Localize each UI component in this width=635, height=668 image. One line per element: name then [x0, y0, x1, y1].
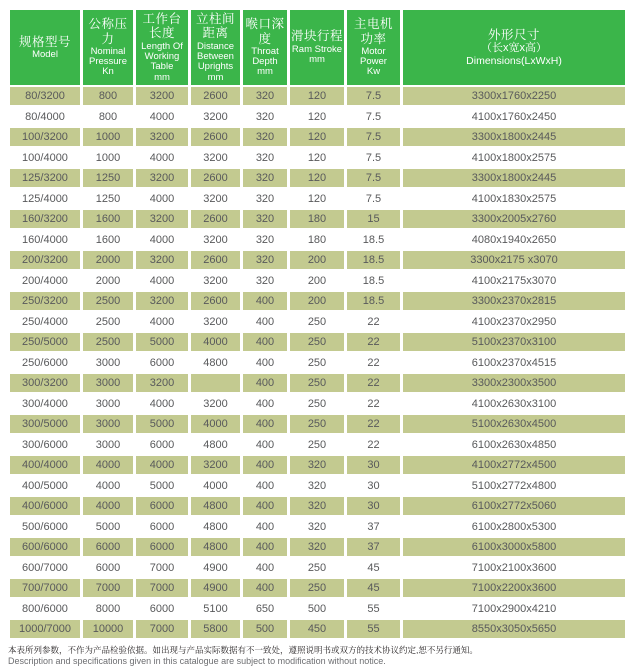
cell: 7100x2200x3600	[403, 579, 625, 598]
col-header-cn: 滑块行程	[291, 29, 344, 44]
spec-table-header	[10, 10, 625, 85]
cell: 1600	[83, 210, 133, 229]
cell: 120	[290, 128, 344, 147]
cell: 320	[290, 456, 344, 475]
col-header-motor-power	[347, 10, 400, 85]
table-row	[10, 456, 625, 475]
table-row	[10, 415, 625, 434]
table-row	[10, 517, 625, 536]
col-header-ram-stroke	[290, 10, 344, 85]
cell: 250	[290, 435, 344, 454]
cell: 300/3200	[10, 374, 80, 393]
cell: 6100x2772x5060	[403, 497, 625, 516]
cell: 4000	[136, 230, 188, 249]
cell: 450	[290, 620, 344, 639]
cell: 4800	[191, 497, 240, 516]
cell: 500/6000	[10, 517, 80, 536]
cell: 400	[243, 415, 287, 434]
col-header-cn: 工作台长度	[142, 12, 182, 41]
col-header-cn2: （长x宽x高）	[481, 42, 547, 55]
col-header-throat-depth	[243, 10, 287, 85]
cell: 3200	[136, 169, 188, 188]
cell: 800	[83, 87, 133, 106]
col-header-en: Motor Power	[360, 45, 387, 68]
cell: 100/4000	[10, 148, 80, 167]
col-header-nominal-pressure	[83, 10, 133, 85]
cell: 4100x2370x2950	[403, 312, 625, 331]
cell: 400	[243, 517, 287, 536]
cell: 650	[243, 599, 287, 618]
cell: 30	[347, 456, 400, 475]
cell: 200	[290, 271, 344, 290]
col-header-dimensions	[403, 10, 625, 85]
cell: 300/5000	[10, 415, 80, 434]
table-row	[10, 620, 625, 639]
col-header-en: Ram Stroke	[291, 43, 343, 55]
col-header-en: Distance Between Uprights	[197, 40, 234, 73]
cell: 250	[290, 394, 344, 413]
col-header-unit: mm	[257, 66, 273, 78]
table-row	[10, 169, 625, 188]
cell: 45	[347, 579, 400, 598]
cell: 22	[347, 353, 400, 372]
cell: 6100x2630x4850	[403, 435, 625, 454]
cell: 4800	[191, 353, 240, 372]
cell: 320	[243, 189, 287, 208]
cell: 400	[243, 579, 287, 598]
col-header-model	[10, 10, 80, 85]
cell: 8550x3050x5650	[403, 620, 625, 639]
cell: 3300x2370x2815	[403, 292, 625, 311]
table-row	[10, 435, 625, 454]
col-header-unit: mm	[207, 71, 224, 83]
table-row	[10, 271, 625, 290]
cell: 4000	[191, 333, 240, 352]
cell: 250	[290, 415, 344, 434]
cell: 7100x2900x4210	[403, 599, 625, 618]
cell: 250/3200	[10, 292, 80, 311]
cell: 120	[290, 189, 344, 208]
cell: 5000	[136, 476, 188, 495]
cell: 500	[290, 599, 344, 618]
cell: 250	[290, 374, 344, 393]
cell: 30	[347, 476, 400, 495]
cell: 6000	[83, 558, 133, 577]
cell: 400	[243, 333, 287, 352]
cell: 320	[243, 128, 287, 147]
cell: 3200	[136, 128, 188, 147]
cell: 120	[290, 87, 344, 106]
cell: 10000	[83, 620, 133, 639]
cell	[191, 374, 240, 393]
cell: 4000	[83, 456, 133, 475]
cell: 45	[347, 558, 400, 577]
cell: 4080x1940x2650	[403, 230, 625, 249]
cell: 15	[347, 210, 400, 229]
cell: 2600	[191, 251, 240, 270]
cell: 320	[243, 251, 287, 270]
cell: 6000	[136, 517, 188, 536]
cell: 2600	[191, 169, 240, 188]
cell: 4000	[191, 476, 240, 495]
cell: 160/3200	[10, 210, 80, 229]
cell: 7100x2100x3600	[403, 558, 625, 577]
footer-note	[8, 645, 628, 667]
cell: 250	[290, 333, 344, 352]
cell: 120	[290, 107, 344, 126]
cell: 250	[290, 558, 344, 577]
cell: 250	[290, 312, 344, 331]
cell: 600/6000	[10, 538, 80, 557]
cell: 6100x2800x5300	[403, 517, 625, 536]
cell: 2600	[191, 87, 240, 106]
table-row	[10, 579, 625, 598]
cell: 7.5	[347, 87, 400, 106]
col-header-cn: 立柱间距离	[195, 12, 235, 41]
cell: 125/3200	[10, 169, 80, 188]
cell: 400/4000	[10, 456, 80, 475]
cell: 37	[347, 538, 400, 557]
cell: 7.5	[347, 189, 400, 208]
cell: 3300x2005x2760	[403, 210, 625, 229]
footer-note-en: Description and specifications given in this catalogue are subject to modification without notice.	[8, 656, 386, 667]
cell: 18.5	[347, 271, 400, 290]
cell: 2600	[191, 128, 240, 147]
cell: 200	[290, 292, 344, 311]
cell: 1000	[83, 148, 133, 167]
col-header-en: Model	[32, 48, 58, 60]
cell: 5000	[136, 415, 188, 434]
cell: 1600	[83, 230, 133, 249]
cell: 3300x2175 x3070	[403, 251, 625, 270]
cell: 3200	[136, 87, 188, 106]
cell: 250/6000	[10, 353, 80, 372]
col-header-unit: mm	[154, 71, 170, 83]
table-row	[10, 251, 625, 270]
cell: 6100x3000x5800	[403, 538, 625, 557]
cell: 800/6000	[10, 599, 80, 618]
cell: 4000	[191, 415, 240, 434]
cell: 4800	[191, 538, 240, 557]
cell: 400	[243, 476, 287, 495]
cell: 3300x1800x2445	[403, 169, 625, 188]
cell: 125/4000	[10, 189, 80, 208]
cell: 400	[243, 374, 287, 393]
cell: 2600	[191, 292, 240, 311]
cell: 320	[290, 476, 344, 495]
cell: 22	[347, 415, 400, 434]
cell: 320	[290, 538, 344, 557]
cell: 22	[347, 312, 400, 331]
table-row	[10, 558, 625, 577]
cell: 5100	[191, 599, 240, 618]
cell: 6000	[83, 538, 133, 557]
cell: 400/6000	[10, 497, 80, 516]
cell: 3200	[136, 251, 188, 270]
table-row	[10, 148, 625, 167]
cell: 400	[243, 312, 287, 331]
cell: 3300x1760x2250	[403, 87, 625, 106]
cell: 7000	[136, 620, 188, 639]
cell: 500	[243, 620, 287, 639]
cell: 1000/7000	[10, 620, 80, 639]
cell: 6000	[136, 435, 188, 454]
cell: 7000	[136, 579, 188, 598]
cell: 6000	[136, 599, 188, 618]
cell: 400	[243, 558, 287, 577]
cell: 4000	[136, 189, 188, 208]
cell: 200/4000	[10, 271, 80, 290]
cell: 2000	[83, 251, 133, 270]
cell: 7.5	[347, 128, 400, 147]
col-header-working-table-length	[136, 10, 188, 85]
cell: 3000	[83, 435, 133, 454]
cell: 3200	[136, 374, 188, 393]
cell: 4000	[83, 476, 133, 495]
table-row	[10, 292, 625, 311]
cell: 2500	[83, 333, 133, 352]
cell: 80/4000	[10, 107, 80, 126]
cell: 3300x1800x2445	[403, 128, 625, 147]
cell: 6000	[136, 497, 188, 516]
table-row	[10, 107, 625, 126]
cell: 5100x2772x4800	[403, 476, 625, 495]
cell: 3000	[83, 353, 133, 372]
cell: 3200	[191, 394, 240, 413]
col-header-en: Dimensions(LxWxH)	[466, 54, 562, 67]
table-row	[10, 353, 625, 372]
cell: 400	[243, 394, 287, 413]
cell: 250/4000	[10, 312, 80, 331]
cell: 6100x2370x4515	[403, 353, 625, 372]
cell: 4000	[136, 107, 188, 126]
cell: 320	[243, 107, 287, 126]
cell: 200/3200	[10, 251, 80, 270]
cell: 7000	[83, 579, 133, 598]
cell: 120	[290, 169, 344, 188]
col-header-cn: 外形尺寸	[487, 27, 540, 42]
col-header-distance-between-uprights	[191, 10, 240, 85]
cell: 1000	[83, 128, 133, 147]
cell: 5800	[191, 620, 240, 639]
cell: 800	[83, 107, 133, 126]
table-row	[10, 312, 625, 331]
cell: 5100x2630x4500	[403, 415, 625, 434]
cell: 22	[347, 394, 400, 413]
cell: 6000	[136, 538, 188, 557]
cell: 250	[290, 353, 344, 372]
cell: 3200	[191, 456, 240, 475]
cell: 22	[347, 374, 400, 393]
col-header-cn: 主电机功率	[353, 17, 393, 46]
cell: 300/4000	[10, 394, 80, 413]
cell: 22	[347, 435, 400, 454]
cell: 22	[347, 333, 400, 352]
cell: 7000	[136, 558, 188, 577]
spec-table-body	[10, 87, 625, 639]
cell: 320	[243, 271, 287, 290]
col-header-en: Throat Depth	[251, 45, 279, 68]
cell: 55	[347, 620, 400, 639]
cell: 3200	[191, 230, 240, 249]
cell: 4100x2630x3100	[403, 394, 625, 413]
table-row	[10, 333, 625, 352]
cell: 4100x1760x2450	[403, 107, 625, 126]
cell: 400	[243, 538, 287, 557]
cell: 3200	[191, 271, 240, 290]
col-header-cn: 规格型号	[18, 34, 71, 49]
table-row	[10, 210, 625, 229]
cell: 600/7000	[10, 558, 80, 577]
cell: 700/7000	[10, 579, 80, 598]
cell: 3000	[83, 374, 133, 393]
table-row	[10, 497, 625, 516]
cell: 3200	[191, 148, 240, 167]
cell: 4000	[136, 394, 188, 413]
cell: 120	[290, 148, 344, 167]
col-header-en: Length Of Working Table	[141, 40, 183, 73]
cell: 4000	[136, 148, 188, 167]
cell: 1250	[83, 189, 133, 208]
cell: 3200	[191, 189, 240, 208]
cell: 4000	[83, 497, 133, 516]
cell: 4100x2175x3070	[403, 271, 625, 290]
cell: 400	[243, 353, 287, 372]
table-row	[10, 476, 625, 495]
cell: 1250	[83, 169, 133, 188]
cell: 3300x2300x3500	[403, 374, 625, 393]
cell: 100/3200	[10, 128, 80, 147]
table-row	[10, 599, 625, 618]
cell: 400	[243, 292, 287, 311]
cell: 37	[347, 517, 400, 536]
cell: 320	[243, 148, 287, 167]
cell: 6000	[136, 353, 188, 372]
cell: 3200	[136, 210, 188, 229]
cell: 4900	[191, 579, 240, 598]
cell: 4000	[136, 456, 188, 475]
cell: 250/5000	[10, 333, 80, 352]
col-header-unit: Kw	[366, 66, 381, 78]
table-row	[10, 128, 625, 147]
cell: 55	[347, 599, 400, 618]
footer-note-cn: 本表所列参数，不作为产品检验依据。如出现与产品实际数据有不一致处，遵照说明书或双方的技术协议约定,恕不另行通知。	[8, 645, 478, 656]
cell: 400	[243, 456, 287, 475]
col-header-cn: 喉口深度	[245, 17, 285, 46]
cell: 250	[290, 579, 344, 598]
col-header-unit: Kn	[102, 66, 114, 78]
cell: 4100x2772x4500	[403, 456, 625, 475]
cell: 7.5	[347, 148, 400, 167]
cell: 7.5	[347, 169, 400, 188]
cell: 5000	[136, 333, 188, 352]
table-row	[10, 189, 625, 208]
cell: 3000	[83, 415, 133, 434]
cell: 4800	[191, 517, 240, 536]
spec-table	[7, 8, 628, 640]
table-row	[10, 87, 625, 106]
cell: 30	[347, 497, 400, 516]
cell: 3200	[191, 107, 240, 126]
cell: 3000	[83, 394, 133, 413]
cell: 4100x1800x2575	[403, 148, 625, 167]
cell: 200	[290, 251, 344, 270]
table-row	[10, 538, 625, 557]
cell: 320	[243, 230, 287, 249]
cell: 18.5	[347, 230, 400, 249]
cell: 18.5	[347, 292, 400, 311]
cell: 4800	[191, 435, 240, 454]
cell: 18.5	[347, 251, 400, 270]
col-header-en: Nominal Pressure	[88, 45, 127, 68]
cell: 3200	[136, 292, 188, 311]
header-row	[10, 10, 625, 85]
cell: 80/3200	[10, 87, 80, 106]
cell: 300/6000	[10, 435, 80, 454]
cell: 4100x1830x2575	[403, 189, 625, 208]
cell: 180	[290, 230, 344, 249]
cell: 320	[290, 517, 344, 536]
cell: 3200	[191, 312, 240, 331]
cell: 2000	[83, 271, 133, 290]
table-row	[10, 230, 625, 249]
cell: 5100x2370x3100	[403, 333, 625, 352]
cell: 4000	[136, 312, 188, 331]
cell: 2500	[83, 312, 133, 331]
cell: 160/4000	[10, 230, 80, 249]
cell: 320	[243, 210, 287, 229]
table-row	[10, 374, 625, 393]
cell: 180	[290, 210, 344, 229]
cell: 320	[243, 169, 287, 188]
cell: 5000	[83, 517, 133, 536]
cell: 2500	[83, 292, 133, 311]
cell: 320	[290, 497, 344, 516]
cell: 400	[243, 497, 287, 516]
cell: 4000	[136, 271, 188, 290]
cell: 7.5	[347, 107, 400, 126]
cell: 320	[243, 87, 287, 106]
table-row	[10, 394, 625, 413]
cell: 2600	[191, 210, 240, 229]
cell: 4900	[191, 558, 240, 577]
cell: 8000	[83, 599, 133, 618]
col-header-cn: 公称压力	[88, 17, 128, 46]
cell: 400/5000	[10, 476, 80, 495]
col-header-unit: mm	[309, 54, 325, 66]
cell: 400	[243, 435, 287, 454]
